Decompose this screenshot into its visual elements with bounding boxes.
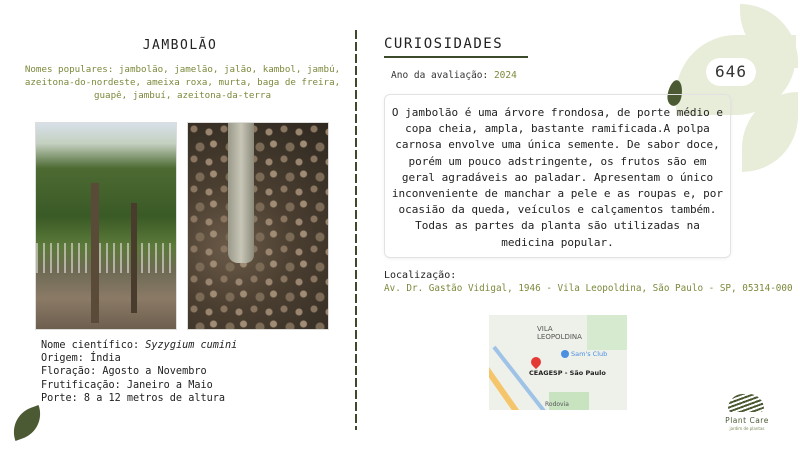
tree-photo: [35, 122, 177, 330]
popular-names: Nomes populares: jambolão, jamelão, jalão, kambol, jambú, azeitona-do-nordeste, ameixa roxa, murta, baga de freira, guapê, jambuí, azeitona-da-terra: [24, 64, 341, 101]
curiosities-title: CURIOSIDADES: [384, 36, 504, 52]
tree-number-badge: 646: [706, 58, 756, 86]
location-label: Localização:: [384, 270, 457, 281]
fruiting: Frutificação: Janeiro a Maio: [41, 379, 213, 391]
location-map[interactable]: [489, 315, 627, 410]
logo-name: Plant Care: [725, 416, 769, 425]
evaluation-year: Ano da avaliação: 2024: [391, 70, 517, 81]
map-shop-label: Sam's Club: [571, 350, 608, 358]
map-district-label: VILA LEOPOLDINA: [537, 325, 582, 341]
plant-care-logo-icon: [728, 394, 764, 412]
title-underline: [384, 56, 528, 58]
scientific-name: Nome científico: Syzygium cumini: [41, 340, 238, 351]
map-pin-icon: [529, 355, 543, 369]
column-divider: [355, 30, 357, 430]
logo-tagline: jardim de plantas: [729, 426, 765, 431]
trunk-photo: [187, 122, 329, 330]
plant-facts: [41, 339, 237, 405]
flowering: Floração: Agosto a Novembro: [41, 366, 207, 378]
map-place-label: CEAGESP - São Paulo: [529, 369, 606, 377]
location-address: Av. Dr. Gastão Vidigal, 1946 - Vila Leopoldina, São Paulo - SP, 05314-000: [384, 283, 793, 294]
origin: Origem: Índia: [41, 353, 121, 365]
size: Porte: 8 a 12 metros de altura: [41, 392, 226, 404]
leaf-decoration-icon: [7, 405, 48, 441]
map-road-label: Rodovia: [545, 401, 569, 408]
shopping-icon: [561, 350, 569, 358]
plant-title: JAMBOLÃO: [142, 38, 218, 53]
curiosity-text-box: O jambolão é uma árvore frondosa, de porte médio e copa cheia, ampla, bastante ramificada.A polpa carnosa envolve uma única semente. De sabor doce, porém um pouco adstringente, os frutos são em geral agradáveis ao paladar. Apresentam o único inconveniente de manchar a pele e as roupas e, por ocasião da queda, veículos e calçamentos também. Todas as partes da planta são utilizadas na medicina popular.: [384, 94, 731, 258]
